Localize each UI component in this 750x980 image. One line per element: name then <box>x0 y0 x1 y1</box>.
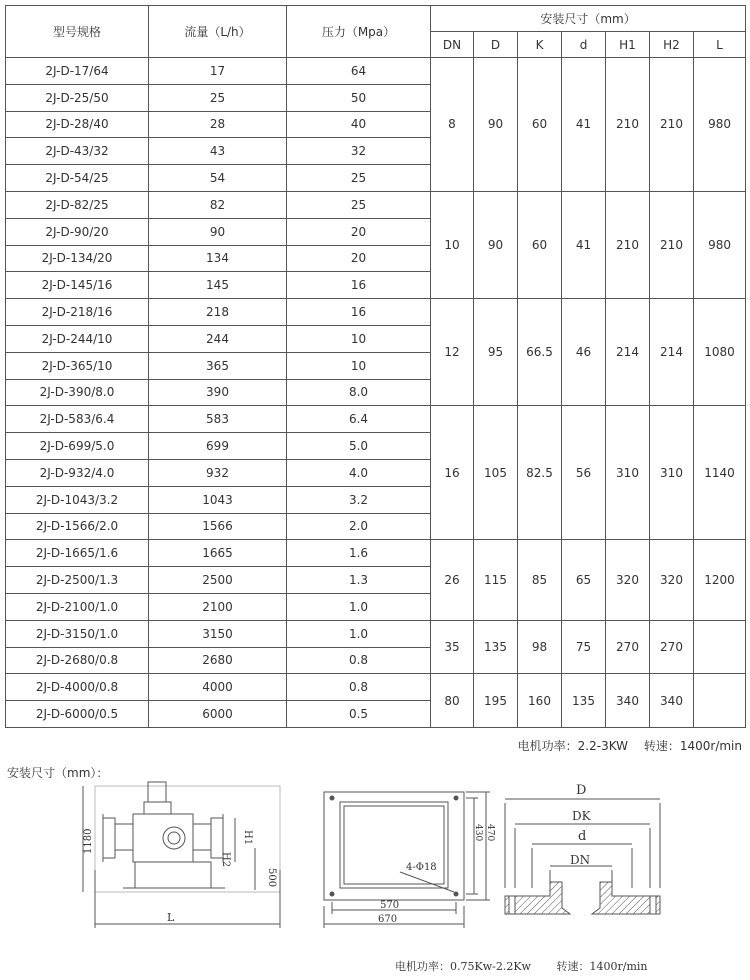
cell-model: 2J-D-28/40 <box>6 111 149 138</box>
cell-model: 2J-D-54/25 <box>6 165 149 192</box>
cell-model: 2J-D-134/20 <box>6 245 149 272</box>
cell-dim-h2: 310 <box>650 406 694 540</box>
cell-dim-h1: 340 <box>606 674 650 728</box>
cell-pressure: 10 <box>287 352 431 379</box>
cell-flow: 6000 <box>149 701 287 728</box>
bottom-power-note-power: 电机功率：0.75Kw-2.2Kw <box>395 960 531 973</box>
cell-dim-h2: 210 <box>650 191 694 298</box>
cell-model: 2J-D-1566/2.0 <box>6 513 149 540</box>
cell-dim-dn: 80 <box>431 674 474 728</box>
table-row <box>6 674 746 701</box>
cell-dim-d-outer: 90 <box>474 58 518 192</box>
cell-model: 2J-D-932/4.0 <box>6 459 149 486</box>
cell-dim-h1: 270 <box>606 620 650 674</box>
label-570: 570 <box>380 900 400 911</box>
cell-model: 2J-D-583/6.4 <box>6 406 149 433</box>
cell-model: 2J-D-218/16 <box>6 299 149 326</box>
cell-pressure: 50 <box>287 84 431 111</box>
cell-dim-d-inner: 46 <box>562 299 606 406</box>
cell-dim-d-outer: 90 <box>474 191 518 298</box>
cell-dim-l <box>694 674 746 728</box>
label-670: 670 <box>378 914 398 925</box>
cell-dim-d-outer: 195 <box>474 674 518 728</box>
cell-pressure: 16 <box>287 272 431 299</box>
cell-dim-h1: 214 <box>606 299 650 406</box>
header-model: 型号规格 <box>6 6 149 58</box>
base-plan-drawing <box>310 782 500 932</box>
flange-section-drawing <box>500 778 670 923</box>
cell-flow: 365 <box>149 352 287 379</box>
cell-flow: 134 <box>149 245 287 272</box>
cell-flow: 25 <box>149 84 287 111</box>
cell-model: 2J-D-1043/3.2 <box>6 486 149 513</box>
header-install: 安装尺寸（mm） <box>431 6 746 32</box>
cell-dim-k: 60 <box>518 58 562 192</box>
cell-model: 2J-D-2100/1.0 <box>6 593 149 620</box>
cell-dim-h2: 210 <box>650 58 694 192</box>
cell-dim-k: 85 <box>518 540 562 620</box>
cell-dim-h2: 270 <box>650 620 694 674</box>
label-h2: H2 <box>220 852 231 868</box>
cell-dim-d-inner: 56 <box>562 406 606 540</box>
label-flange-dn: DN <box>570 853 591 867</box>
cell-pressure: 3.2 <box>287 486 431 513</box>
cell-dim-dn: 26 <box>431 540 474 620</box>
table-row <box>6 540 746 567</box>
cell-flow: 145 <box>149 272 287 299</box>
spec-table <box>5 5 746 728</box>
cell-pressure: 10 <box>287 325 431 352</box>
cell-pressure: 1.3 <box>287 567 431 594</box>
cell-dim-dn: 16 <box>431 406 474 540</box>
bottom-power-note <box>395 958 647 974</box>
label-1180: 1180 <box>83 828 94 854</box>
cell-flow: 4000 <box>149 674 287 701</box>
cell-flow: 1566 <box>149 513 287 540</box>
cell-flow: 17 <box>149 58 287 85</box>
header-dim-d-outer: D <box>474 32 518 58</box>
cell-flow: 2500 <box>149 567 287 594</box>
cell-dim-k: 82.5 <box>518 406 562 540</box>
cell-pressure: 5.0 <box>287 433 431 460</box>
cell-dim-h1: 210 <box>606 191 650 298</box>
cell-pressure: 1.0 <box>287 593 431 620</box>
cell-dim-l: 980 <box>694 191 746 298</box>
cell-dim-k: 66.5 <box>518 299 562 406</box>
cell-dim-d-outer: 105 <box>474 406 518 540</box>
header-dim-l: L <box>694 32 746 58</box>
cell-pressure: 25 <box>287 191 431 218</box>
cell-dim-dn: 35 <box>431 620 474 674</box>
cell-dim-l: 980 <box>694 58 746 192</box>
cell-pressure: 20 <box>287 218 431 245</box>
cell-flow: 1043 <box>149 486 287 513</box>
label-flange-small-d: d <box>578 829 587 844</box>
cell-pressure: 32 <box>287 138 431 165</box>
cell-dim-h1: 310 <box>606 406 650 540</box>
cell-flow: 28 <box>149 111 287 138</box>
cell-pressure: 16 <box>287 299 431 326</box>
cell-pressure: 0.8 <box>287 647 431 674</box>
cell-model: 2J-D-2680/0.8 <box>6 647 149 674</box>
cell-model: 2J-D-4000/0.8 <box>6 674 149 701</box>
cell-dim-d-inner: 75 <box>562 620 606 674</box>
install-dimensions-title: 安装尺寸（mm）： <box>7 766 109 780</box>
cell-dim-dn: 10 <box>431 191 474 298</box>
cell-model: 2J-D-1665/1.6 <box>6 540 149 567</box>
cell-dim-l: 1140 <box>694 406 746 540</box>
cell-model: 2J-D-82/25 <box>6 191 149 218</box>
cell-flow: 43 <box>149 138 287 165</box>
header-dim-h1: H1 <box>606 32 650 58</box>
label-430: 430 <box>473 824 483 842</box>
header-dim-d-inner: d <box>562 32 606 58</box>
cell-model: 2J-D-2500/1.3 <box>6 567 149 594</box>
cell-flow: 2100 <box>149 593 287 620</box>
cell-model: 2J-D-43/32 <box>6 138 149 165</box>
cell-pressure: 1.6 <box>287 540 431 567</box>
cell-dim-l: 1080 <box>694 299 746 406</box>
pump-elevation-drawing <box>75 778 305 933</box>
cell-dim-d-inner: 65 <box>562 540 606 620</box>
cell-dim-d-outer: 115 <box>474 540 518 620</box>
cell-flow: 932 <box>149 459 287 486</box>
cell-model: 2J-D-25/50 <box>6 84 149 111</box>
cell-dim-h2: 214 <box>650 299 694 406</box>
table-row <box>6 191 746 218</box>
cell-dim-h2: 320 <box>650 540 694 620</box>
cell-flow: 3150 <box>149 620 287 647</box>
cell-flow: 244 <box>149 325 287 352</box>
cell-pressure: 0.8 <box>287 674 431 701</box>
label-flange-dk: DK <box>572 809 591 823</box>
power-note-power: 电机功率：2.2-3KW <box>517 739 629 753</box>
cell-model: 2J-D-699/5.0 <box>6 433 149 460</box>
cell-pressure: 64 <box>287 58 431 85</box>
cell-pressure: 40 <box>287 111 431 138</box>
cell-dim-d-outer: 135 <box>474 620 518 674</box>
cell-model: 2J-D-3150/1.0 <box>6 620 149 647</box>
cell-dim-k: 60 <box>518 191 562 298</box>
cell-flow: 1665 <box>149 540 287 567</box>
table-row <box>6 299 746 326</box>
cell-flow: 90 <box>149 218 287 245</box>
label-h1: H1 <box>242 830 253 846</box>
table-row <box>6 406 746 433</box>
cell-model: 2J-D-145/16 <box>6 272 149 299</box>
cell-model: 2J-D-365/10 <box>6 352 149 379</box>
cell-dim-dn: 8 <box>431 58 474 192</box>
cell-dim-k: 160 <box>518 674 562 728</box>
cell-model: 2J-D-90/20 <box>6 218 149 245</box>
cell-dim-d-inner: 41 <box>562 191 606 298</box>
label-470: 470 <box>485 824 495 842</box>
cell-dim-l <box>694 620 746 674</box>
header-dim-k: K <box>518 32 562 58</box>
cell-pressure: 0.5 <box>287 701 431 728</box>
cell-pressure: 2.0 <box>287 513 431 540</box>
cell-flow: 583 <box>149 406 287 433</box>
label-l: L <box>167 911 175 924</box>
cell-pressure: 20 <box>287 245 431 272</box>
cell-dim-dn: 12 <box>431 299 474 406</box>
header-dim-dn: DN <box>431 32 474 58</box>
label-500: 500 <box>266 868 277 888</box>
table-row <box>6 58 746 85</box>
power-note-speed: 转速：1400r/min <box>643 739 742 753</box>
cell-flow: 82 <box>149 191 287 218</box>
cell-pressure: 25 <box>287 165 431 192</box>
cell-pressure: 8.0 <box>287 379 431 406</box>
label-hole: 4-Φ18 <box>406 862 437 873</box>
cell-flow: 699 <box>149 433 287 460</box>
cell-dim-d-outer: 95 <box>474 299 518 406</box>
cell-dim-l: 1200 <box>694 540 746 620</box>
cell-flow: 2680 <box>149 647 287 674</box>
label-flange-d: D <box>576 783 587 798</box>
cell-pressure: 1.0 <box>287 620 431 647</box>
cell-dim-h2: 340 <box>650 674 694 728</box>
power-note <box>506 737 742 754</box>
cell-model: 2J-D-390/8.0 <box>6 379 149 406</box>
header-dim-h2: H2 <box>650 32 694 58</box>
cell-dim-h1: 320 <box>606 540 650 620</box>
header-flow: 流量（L/h） <box>149 6 287 58</box>
spec-table-body <box>6 58 746 728</box>
cell-model: 2J-D-17/64 <box>6 58 149 85</box>
table-row <box>6 620 746 647</box>
cell-flow: 390 <box>149 379 287 406</box>
cell-flow: 218 <box>149 299 287 326</box>
header-pressure: 压力（Mpa） <box>287 6 431 58</box>
cell-flow: 54 <box>149 165 287 192</box>
cell-pressure: 4.0 <box>287 459 431 486</box>
cell-model: 2J-D-244/10 <box>6 325 149 352</box>
cell-model: 2J-D-6000/0.5 <box>6 701 149 728</box>
cell-dim-h1: 210 <box>606 58 650 192</box>
cell-pressure: 6.4 <box>287 406 431 433</box>
cell-dim-k: 98 <box>518 620 562 674</box>
cell-dim-d-inner: 41 <box>562 58 606 192</box>
bottom-power-note-speed: 转速：1400r/min <box>556 960 648 973</box>
cell-dim-d-inner: 135 <box>562 674 606 728</box>
